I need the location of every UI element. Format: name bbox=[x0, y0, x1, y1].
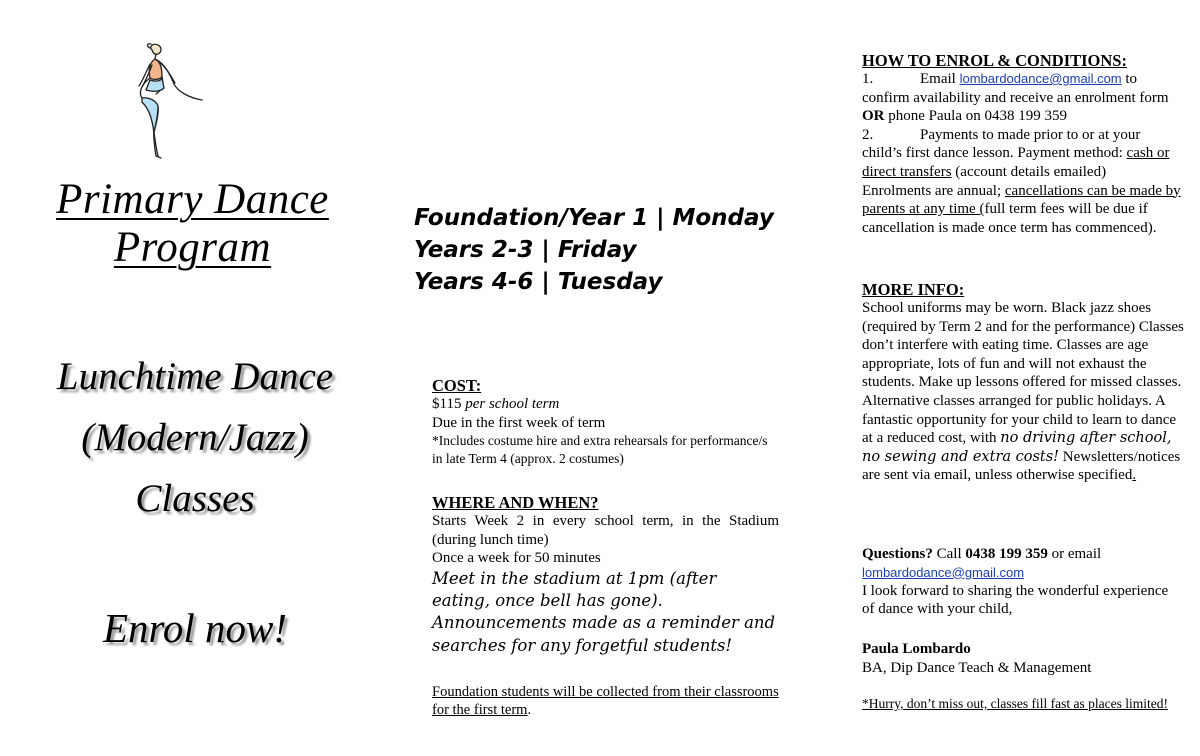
more-info-text bbox=[862, 299, 1184, 485]
howto-item-1-text-c: phone Paula on 0438 199 359 bbox=[884, 108, 1067, 125]
lunch-line-2: (Modern/Jazz) bbox=[81, 416, 309, 459]
signature-block bbox=[862, 640, 1184, 677]
more-info-text-2: Newsletters/notices are sent via email, unless otherwise specified bbox=[862, 448, 1181, 484]
program-title bbox=[0, 176, 385, 272]
howto-item-1-number: 1. bbox=[862, 71, 874, 87]
where-heading: WHERE AND WHEN? bbox=[432, 493, 599, 512]
howto-heading: HOW TO ENROL & CONDITIONS: bbox=[862, 51, 1127, 70]
cost-due: Due in the first week of term bbox=[432, 414, 606, 431]
howto-item-2-number: 2. bbox=[862, 126, 874, 143]
howto-item-2 bbox=[862, 126, 1184, 182]
cost-note: *Includes costume hire and extra rehearsals for performance/s in late Term 4 (approx. 2 costumes) bbox=[432, 433, 768, 466]
more-info-text-1: School uniforms may be worn. Black jazz shoes (required by Term 2 and for the performance) Classes don’t interfere with eating time. Classes are age appropriate, lots of fun and will not exhaust the students. Make up lessons offered for missed classes. Alternative classes arranged for public holidays. A fantastic opportunity for your child to learn to dance at a reduced cost, with bbox=[862, 300, 1184, 447]
where-line-2: Once a week for 50 minutes bbox=[432, 550, 601, 567]
where-script-note: Meet in the stadium at 1pm (after eating, once bell has gone). Announcements made as a reminder and searches for any forgetful students! bbox=[432, 568, 776, 655]
more-heading: MORE INFO: bbox=[862, 280, 965, 299]
signature-name: Paula Lombardo bbox=[862, 641, 971, 657]
where-line-1: Starts Week 2 in every school term, in the Stadium (during lunch time) bbox=[432, 513, 779, 548]
cancellation-text: cancellations can be made by parents at any time ( bbox=[862, 182, 1181, 218]
questions-line bbox=[862, 545, 1184, 564]
foundation-end: . bbox=[527, 701, 532, 718]
enrol-email-link[interactable]: lombardodance@gmail.com bbox=[959, 71, 1122, 86]
title-line-2: Program bbox=[113, 224, 272, 271]
questions-section bbox=[862, 545, 1184, 619]
foundation-text: Foundation students will be collected from their classrooms for the first term bbox=[432, 684, 779, 718]
where-when-section bbox=[432, 493, 779, 657]
foundation-note bbox=[432, 684, 779, 719]
annual-text-b: full term fees will be due if cancellation is made once term has commenced). bbox=[862, 201, 1157, 236]
howto-item-2-text-a: Payments to made prior to or at your child’s first dance lesson. Payment method: bbox=[862, 126, 1141, 162]
howto-annual bbox=[862, 182, 1184, 238]
hurry-note: *Hurry, don’t miss out, classes fill fast as places limited! bbox=[862, 696, 1168, 711]
questions-text-b: or email bbox=[1047, 546, 1102, 562]
how-to-enrol-section bbox=[862, 51, 1184, 237]
howto-item-2-text-b: (account details emailed) bbox=[951, 163, 1107, 180]
howto-item-1-text-b: to confirm availability and receive an enrolment form bbox=[862, 71, 1169, 106]
howto-item-1 bbox=[862, 70, 1184, 126]
questions-label: Questions? bbox=[862, 546, 933, 562]
schedule-line-foundation: Foundation/Year 1 | Monday bbox=[414, 205, 774, 231]
schedule-line-years-4-6: Years 4-6 | Tuesday bbox=[414, 269, 663, 295]
cost-heading: COST: bbox=[432, 376, 482, 395]
signature-quals: BA, Dip Dance Teach & Management bbox=[862, 659, 1092, 676]
closing-text: I look forward to sharing the wonderful experience of dance with your child, bbox=[862, 582, 1169, 618]
cost-price: $115 bbox=[432, 396, 462, 412]
annual-text-a: Enrolments are annual; bbox=[862, 182, 1005, 199]
more-info-section bbox=[862, 280, 1184, 485]
lunch-line-1: Lunchtime Dance bbox=[56, 355, 334, 398]
schedule-line-years-2-3: Years 2-3 | Friday bbox=[414, 237, 637, 263]
dancer-illustration bbox=[128, 40, 210, 162]
payment-method: cash or direct transfers bbox=[862, 145, 1170, 180]
lunch-line-3: Classes bbox=[135, 477, 255, 520]
enrol-now-heading: Enrol now! bbox=[102, 605, 288, 651]
cost-price-suffix: per school term bbox=[461, 396, 560, 412]
title-line-1: Primary Dance bbox=[56, 176, 329, 223]
howto-item-1-or: OR bbox=[862, 108, 885, 125]
more-info-end: . bbox=[1132, 467, 1137, 484]
questions-phone: 0438 199 359 bbox=[965, 546, 1048, 562]
more-info-script: no driving after school, no sewing and extra costs! bbox=[862, 430, 1172, 465]
cost-section bbox=[432, 376, 779, 467]
class-schedule bbox=[414, 202, 774, 298]
questions-text-a: Call bbox=[932, 546, 966, 562]
questions-email-link[interactable]: lombardodance@gmail.com bbox=[862, 564, 1025, 580]
howto-item-1-text-a: Email bbox=[920, 71, 960, 87]
lunchtime-heading bbox=[0, 346, 390, 529]
